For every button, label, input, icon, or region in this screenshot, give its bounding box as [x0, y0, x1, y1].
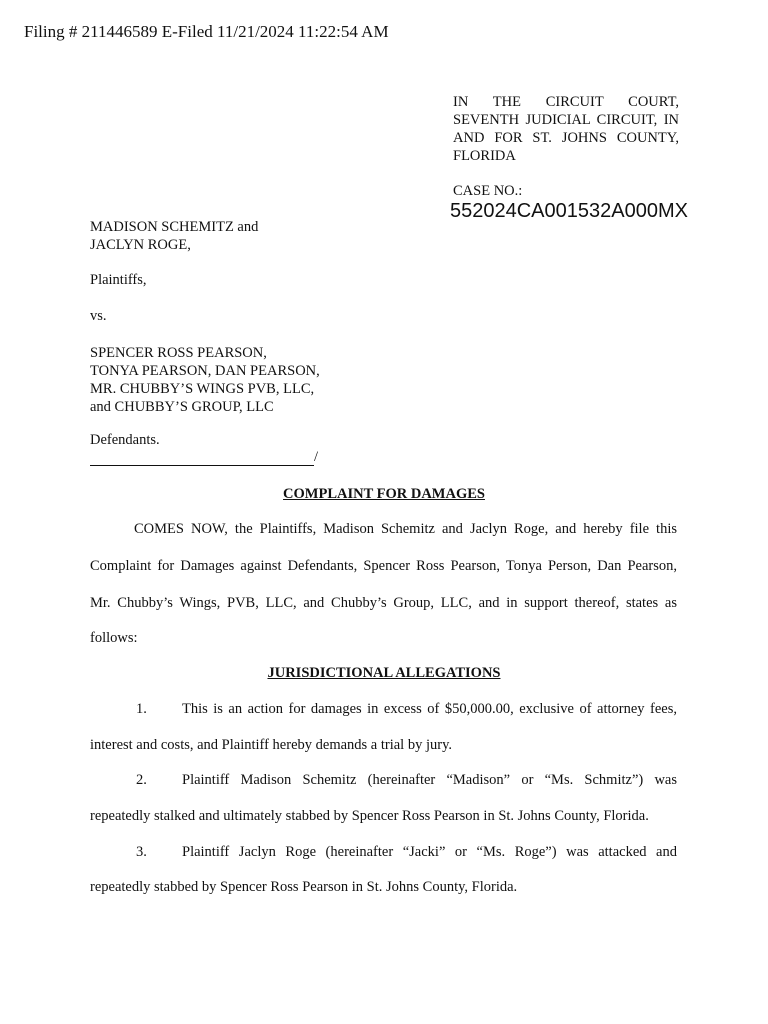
intro-line: follows:: [90, 630, 138, 646]
allegation-line: Plaintiff Madison Schemitz (hereinafter “Madison” or “Ms. Schmitz”) was: [182, 772, 677, 788]
court-caption-line: AND FOR ST. JOHNS COUNTY,: [453, 130, 679, 146]
versus-label: vs.: [90, 308, 107, 324]
complaint-title: COMPLAINT FOR DAMAGES: [283, 486, 485, 502]
allegation-line: interest and costs, and Plaintiff hereby demands a trial by jury.: [90, 737, 453, 753]
intro-line-text: COMES NOW, the Plaintiffs, Madison Schemitz and Jaclyn Roge, and hereby file this: [134, 521, 677, 537]
intro-line: [90, 521, 677, 538]
allegation-number: 2.: [136, 772, 147, 788]
plaintiffs-names: [90, 218, 258, 254]
court-caption-line: IN THE CIRCUIT COURT,: [453, 94, 679, 110]
court-caption-line: FLORIDA: [453, 148, 516, 164]
plaintiffs-label: Plaintiffs,: [90, 272, 147, 288]
plaintiff-line: MADISON SCHEMITZ and: [90, 219, 259, 235]
court-caption-line: SEVENTH JUDICIAL CIRCUIT, IN: [453, 112, 679, 128]
allegation-line: repeatedly stabbed by Spencer Ross Pearson in St. Johns County, Florida.: [90, 879, 518, 895]
caption-rule: [90, 449, 318, 466]
intro-line: Complaint for Damages against Defendants, Spencer Ross Pearson, Tonya Person, Dan Pearson,: [90, 558, 677, 574]
defendants-names: [90, 344, 320, 416]
allegation-line: repeatedly stalked and ultimately stabbed by Spencer Ross Pearson in St. Johns County, Florida.: [90, 808, 649, 824]
defendant-line: MR. CHUBBY’S WINGS PVB, LLC,: [90, 381, 315, 397]
allegation-number: 3.: [136, 844, 147, 860]
court-caption: [453, 93, 679, 165]
plaintiff-line: JACLYN ROGE,: [90, 237, 191, 253]
case-number: 552024CA001532A000MX: [450, 200, 688, 222]
caption-rule-line: [90, 450, 314, 466]
caption-rule-slash: /: [314, 449, 319, 465]
case-number-label: CASE NO.:: [453, 183, 523, 199]
defendants-label: Defendants.: [90, 432, 160, 448]
allegation-number: 1.: [136, 701, 147, 717]
allegation-line: Plaintiff Jaclyn Roge (hereinafter “Jacki” or “Ms. Roge”) was attacked and: [182, 844, 677, 860]
filing-header: Filing # 211446589 E-Filed 11/21/2024 11:22:54 AM: [24, 22, 389, 41]
jurisdictional-title: JURISDICTIONAL ALLEGATIONS: [267, 665, 501, 681]
defendant-line: TONYA PEARSON, DAN PEARSON,: [90, 363, 320, 379]
intro-line: Mr. Chubby’s Wings, PVB, LLC, and Chubby’s Group, LLC, and in support thereof, states as: [90, 595, 677, 611]
defendant-line: and CHUBBY’S GROUP, LLC: [90, 399, 274, 415]
defendant-line: SPENCER ROSS PEARSON,: [90, 345, 267, 361]
allegation-line: This is an action for damages in excess of $50,000.00, exclusive of attorney fees,: [182, 701, 677, 717]
